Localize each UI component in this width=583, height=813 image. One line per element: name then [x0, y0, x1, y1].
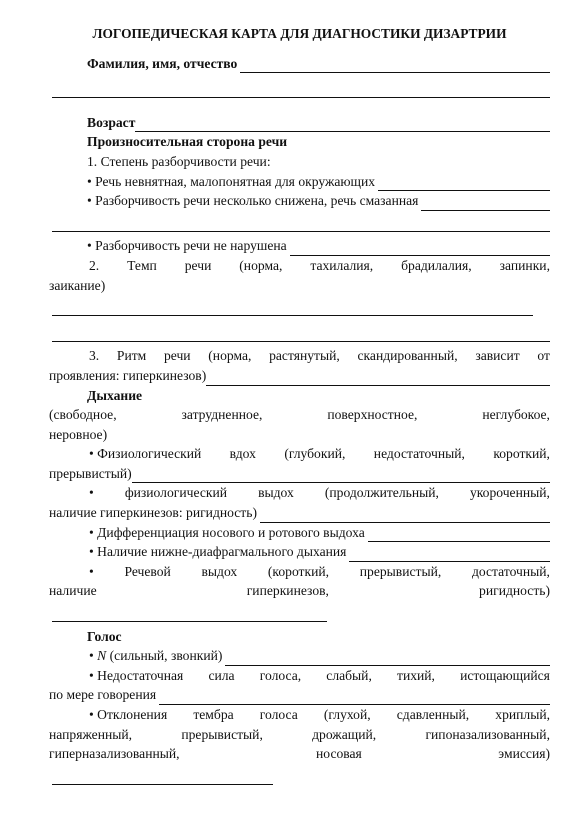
- weak-voice-line-end: [49, 685, 550, 705]
- word: (глубокий,: [284, 446, 346, 462]
- word: (норма,: [208, 348, 252, 364]
- nasal-oral-row: [49, 523, 550, 543]
- word: наличие: [49, 583, 97, 599]
- word: носовая: [316, 746, 362, 762]
- nasal-oral-label: • Дифференциация носового и ротового выдоха: [89, 524, 365, 540]
- word: хриплый,: [495, 707, 550, 722]
- word: зависит: [475, 348, 520, 364]
- inhale-line-end: [49, 464, 550, 484]
- word: растянутый,: [269, 348, 340, 364]
- word: (глухой,: [323, 707, 371, 722]
- word: выдох: [258, 485, 294, 501]
- fio-field[interactable]: [240, 58, 550, 73]
- inhale-field[interactable]: [132, 468, 550, 483]
- word: голоса,: [259, 667, 302, 683]
- word: неглубокое,: [482, 407, 550, 423]
- fio-label: Фамилия, имя, отчество: [87, 55, 238, 71]
- tempo-line-end: заикание): [49, 277, 106, 293]
- word: брадилалия,: [401, 257, 472, 273]
- exhale-field[interactable]: [260, 508, 550, 523]
- word: гипоназализованный,: [425, 726, 550, 742]
- voice-normal-text: (сильный, звонкий): [106, 648, 223, 664]
- word: затрудненное,: [181, 407, 263, 423]
- breathing-types-end: неровное): [49, 426, 108, 442]
- word: сила: [208, 667, 235, 683]
- word: • Отклонения: [89, 707, 168, 722]
- voice-normal-label: [89, 646, 222, 666]
- intelligibility-option-2: [49, 191, 550, 211]
- word: недостаточный,: [373, 446, 465, 462]
- timbre-line-end: [49, 744, 550, 764]
- option-2-field-continued[interactable]: [49, 217, 550, 237]
- word: гиперкинезов,: [246, 583, 329, 599]
- speech-exhale-field[interactable]: [49, 607, 327, 627]
- word: сдавленный,: [396, 707, 470, 722]
- word: ригидность): [479, 583, 550, 599]
- rhythm-label: проявления: гиперкинезов): [49, 367, 207, 383]
- word: Ритм: [116, 348, 147, 364]
- word: Речевой: [124, 563, 171, 579]
- speech-exhale-line-end: [49, 581, 550, 601]
- word: укороченный,: [469, 485, 550, 501]
- word: слабый,: [326, 667, 372, 683]
- breathing-heading: Дыхание: [87, 387, 143, 403]
- bullet: •: [89, 648, 98, 664]
- voice-normal-row: [49, 646, 550, 666]
- word: запинки,: [499, 257, 550, 273]
- diaphragm-label: • Наличие нижне-диафрагмального дыхания: [89, 544, 347, 560]
- option-label: • Разборчивость речи несколько снижена, речь смазанная: [87, 193, 419, 209]
- word: дрожащий,: [312, 726, 377, 742]
- option-1-field[interactable]: [378, 176, 550, 191]
- word: короткий,: [493, 446, 550, 462]
- card-content: [49, 24, 550, 789]
- option-3-field[interactable]: [290, 241, 550, 256]
- rhythm-line: [49, 346, 550, 366]
- word: 2.: [89, 257, 100, 273]
- voice-heading: Голос: [87, 628, 122, 644]
- word: •: [89, 563, 94, 579]
- word: Темп: [127, 257, 157, 273]
- weak-voice-label: по мере говорения: [49, 687, 157, 703]
- word: напряженный,: [49, 726, 133, 742]
- word: поверхностное,: [327, 407, 418, 423]
- tempo-field[interactable]: [49, 301, 533, 321]
- timbre-line-mid: [49, 725, 550, 745]
- tempo-line: [49, 256, 550, 276]
- word: (короткий,: [267, 563, 330, 579]
- speech-side-heading: Произносительная сторона речи: [87, 134, 288, 150]
- voice-normal-field[interactable]: [225, 651, 550, 666]
- rhythm-line-end: [49, 366, 550, 386]
- age-label: Возраст: [87, 114, 136, 130]
- word: скандированный,: [357, 348, 458, 364]
- word: (продолжительный,: [324, 485, 439, 501]
- timbre-field[interactable]: [49, 770, 273, 790]
- norm-symbol: N: [97, 648, 107, 664]
- word: истощающийся: [460, 667, 550, 683]
- exhale-line: [49, 483, 550, 503]
- word: • Физиологический: [89, 446, 202, 462]
- rhythm-field[interactable]: [206, 371, 550, 386]
- word: гиперназализованный,: [49, 746, 180, 762]
- diaphragm-field[interactable]: [349, 547, 550, 562]
- age-row: [49, 113, 550, 133]
- option-label: • Разборчивость речи не нарушена: [87, 238, 287, 254]
- word: тембра: [193, 707, 234, 722]
- word: прерывистый,: [359, 563, 442, 579]
- timbre-line: [49, 705, 550, 725]
- inhale-label: прерывистый): [49, 465, 132, 481]
- tempo-field-continued[interactable]: [49, 327, 550, 347]
- inhale-line: [49, 444, 550, 464]
- word: вдох: [229, 446, 256, 462]
- option-label: • Речь невнятная, малопонятная для окружающих: [87, 173, 376, 189]
- word: 3.: [89, 348, 100, 364]
- weak-voice-line: [49, 666, 550, 686]
- card-title: ЛОГОПЕДИЧЕСКАЯ КАРТА ДЛЯ ДИАГНОСТИКИ ДИЗАРТРИИ: [92, 26, 507, 41]
- nasal-oral-field[interactable]: [368, 527, 550, 542]
- word: от: [537, 348, 550, 364]
- word: • Недостаточная: [89, 667, 184, 683]
- intelligibility-option-1: [49, 172, 550, 192]
- exhale-line-end: [49, 503, 550, 523]
- speech-exhale-line: [49, 562, 550, 582]
- word: (норма,: [239, 257, 283, 273]
- word: тихий,: [397, 667, 435, 683]
- word: выдох: [201, 563, 238, 579]
- word: физиологический: [124, 485, 228, 501]
- word: •: [89, 485, 94, 501]
- word: прерывистый,: [181, 726, 263, 742]
- fio-row: [49, 54, 550, 74]
- word: речи: [163, 348, 191, 364]
- word: достаточный,: [471, 563, 550, 579]
- word: тахилалия,: [310, 257, 374, 273]
- fio-field-continued[interactable]: [49, 83, 550, 103]
- age-field[interactable]: [135, 117, 550, 132]
- word: эмиссия): [498, 746, 550, 762]
- option-2-field[interactable]: [421, 196, 550, 211]
- exhale-label: наличие гиперкинезов: ригидность): [49, 505, 257, 521]
- breathing-types-line: [49, 405, 550, 425]
- weak-voice-field[interactable]: [159, 690, 550, 705]
- word: (свободное,: [49, 407, 117, 423]
- intelligibility-option-3: [49, 236, 550, 256]
- word: голоса: [259, 707, 298, 722]
- intelligibility-heading: 1. Степень разборчивости речи:: [87, 153, 271, 169]
- diaphragm-row: [49, 542, 550, 562]
- word: речи: [184, 257, 212, 273]
